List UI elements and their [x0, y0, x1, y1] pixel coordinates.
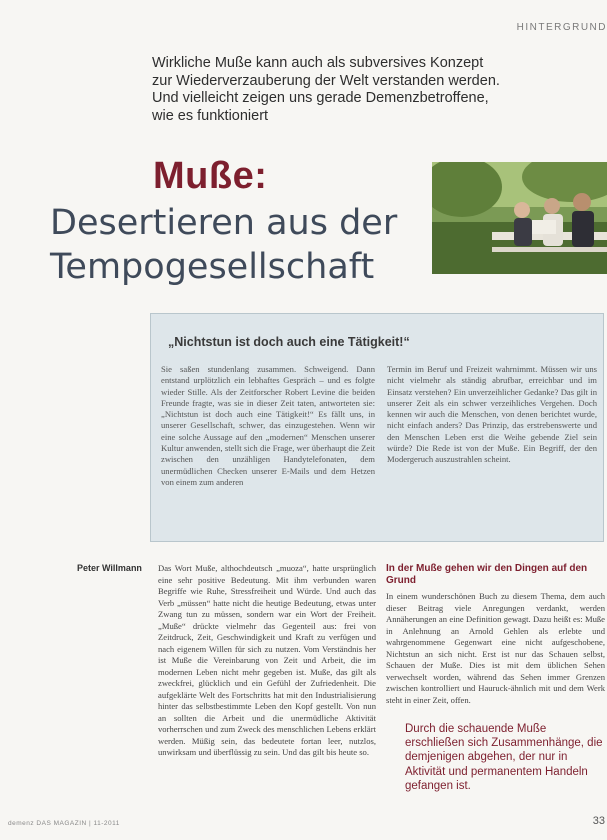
- sidebar-box: [150, 313, 604, 542]
- article-title-line: Tempogesellschaft: [50, 247, 375, 287]
- intro-line: Wirkliche Muße kann auch als subversives Konzept: [152, 55, 484, 71]
- box-text-right: Termin im Beruf und Freizeit wahrnimmt. Müssen wir uns nicht vielmehr als ständig abrufbar, erreichbar und im Einsatz verstehen? Ein unverzeihlicher Gedanke? Das gilt in unserer Zeit als ein schwer verzeihliches Vergehen. Doch kennen wir auch die Menschen, von denen berichtet wurde, nicht einfach anders? Das Prinzip, das erstrebenswerte und den Menschen Leben erst die Weihe gebende Ziel sein würde? Die Rede ist von der Muße. Ein Begriff, der den Modergeruch auszustrahlen scheint.: [387, 364, 597, 465]
- box-title: „Nichtstun ist doch auch eine Tätigkeit!“: [168, 335, 410, 349]
- photo-illustration: [432, 162, 607, 274]
- page-number: 33: [592, 815, 605, 827]
- intro-line: Und vielleicht zeigen uns gerade Demenzbetroffene,: [152, 90, 489, 106]
- section-label: HINTERGRUND: [516, 22, 607, 33]
- pull-quote: Durch die schauende Muße erschließen sich Zusammenhänge, die demjenigen abgehen, der nur in Aktivität und permanentem Handeln gefangen ist.: [405, 723, 603, 792]
- right-text-column: In einem wunderschönen Buch zu diesem Thema, dem auch dieser Beitrag viele Anregungen verdankt, werden Annäherungen an eine Definition gewagt. Dazu heißt es: Muße in Anlehnung an Arnold Gehlen als erlebte und wahrgenommene Gegenwart eine nicht aufgeschobene, Nichtstun an sich nicht. Erst ist nur das Schauen selbst, Schauen der Muße. Dies ist mit dem üblichen Sehen verwechselt worden, während das Sehen immer Grenzen zwischen kontrolliert und Hauruck-ähnlich mit und dem Werk steht in einer Zeit, offen.: [386, 591, 605, 705]
- intro-line: zur Wiederverzauberung der Welt verstanden werden.: [152, 72, 500, 89]
- footer-publication: demenz DAS MAGAZIN | 11-2011: [8, 820, 120, 827]
- intro-line: wie es funktioniert: [152, 107, 269, 124]
- article-title-main: Muße:: [153, 155, 268, 197]
- article-title-line: Desertieren aus der: [50, 203, 398, 243]
- author-name: Peter Willmann: [77, 563, 142, 573]
- park-bench-people-photo: [432, 162, 607, 274]
- main-text-column: Das Wort Muße, althochdeutsch „muoza“, hatte ursprünglich eine sehr positive Bedeutung. Mit ihm verbunden waren Begriffe wie Ruhe, Stressfreiheit und Würde. Und auch das Verb „müssen“ hatte nicht die heutige Bedeutung, etwas unter Zwang tun zu müssen, sondern war ein Wort der Freiheit. „Muße“ drückte vielmehr das Gegenteil aus: frei von Zeitdruck, Zeit, Geschwindigkeit und Kraft zu verfügen und nach eigenem Willen für sich zu nutzen. Vom Verständnis her ist Muße die Vereinbarung von Zeit und Arbeit, die im modernen Leben nicht mehr gegeben ist. Muße, das gilt als zweckfrei, glücklich und ein Gefühl der Zufriedenheit. Die aufgeklärte Welt des Fortschritts hat mit den Industrialisierung hinter das selbstbestimmte Leben den Kopf gestellt. Von nun an sollten die Arbeit und die unermüdliche Aktivität vorherrschen und zum Zweck des menschlichen Lebens erklärt werden. Müßig sein, das bedeutete fortan leer, nutzlos, unwirksam und überflüssig zu sein. Und das gilt bis heute so.: [158, 563, 376, 757]
- box-text-left: Sie saßen stundenlang zusammen. Schweigend. Dann entstand urplötzlich ein lebhaftes Gespräch – und es folgte wieder Stille. Als der Zeitforscher Robert Levine die beiden Freunde fragte, was sie in dieser Zeit taten, antworteten sie: „Nichtstun ist doch auch eine Tätigkeit!“ Es fällt uns, in unserer Gesellschaft, schwer, das einzugestehen. Wenn wir eine solche Aussage auf den „modernen“ Menschen unserer Kultur anwenden, stellt sich die Frage, wer überhaupt die Zeit zwischen den unzähligen Handytelefonaten, dem unermüdlichen Checken unserer E-Mails und dem Hetzen von einem zum anderen: [161, 364, 375, 487]
- article-title-sub: [50, 201, 410, 289]
- subheading: In der Muße gehen wir den Dingen auf den Grund: [386, 563, 588, 586]
- intro-text: [152, 55, 572, 125]
